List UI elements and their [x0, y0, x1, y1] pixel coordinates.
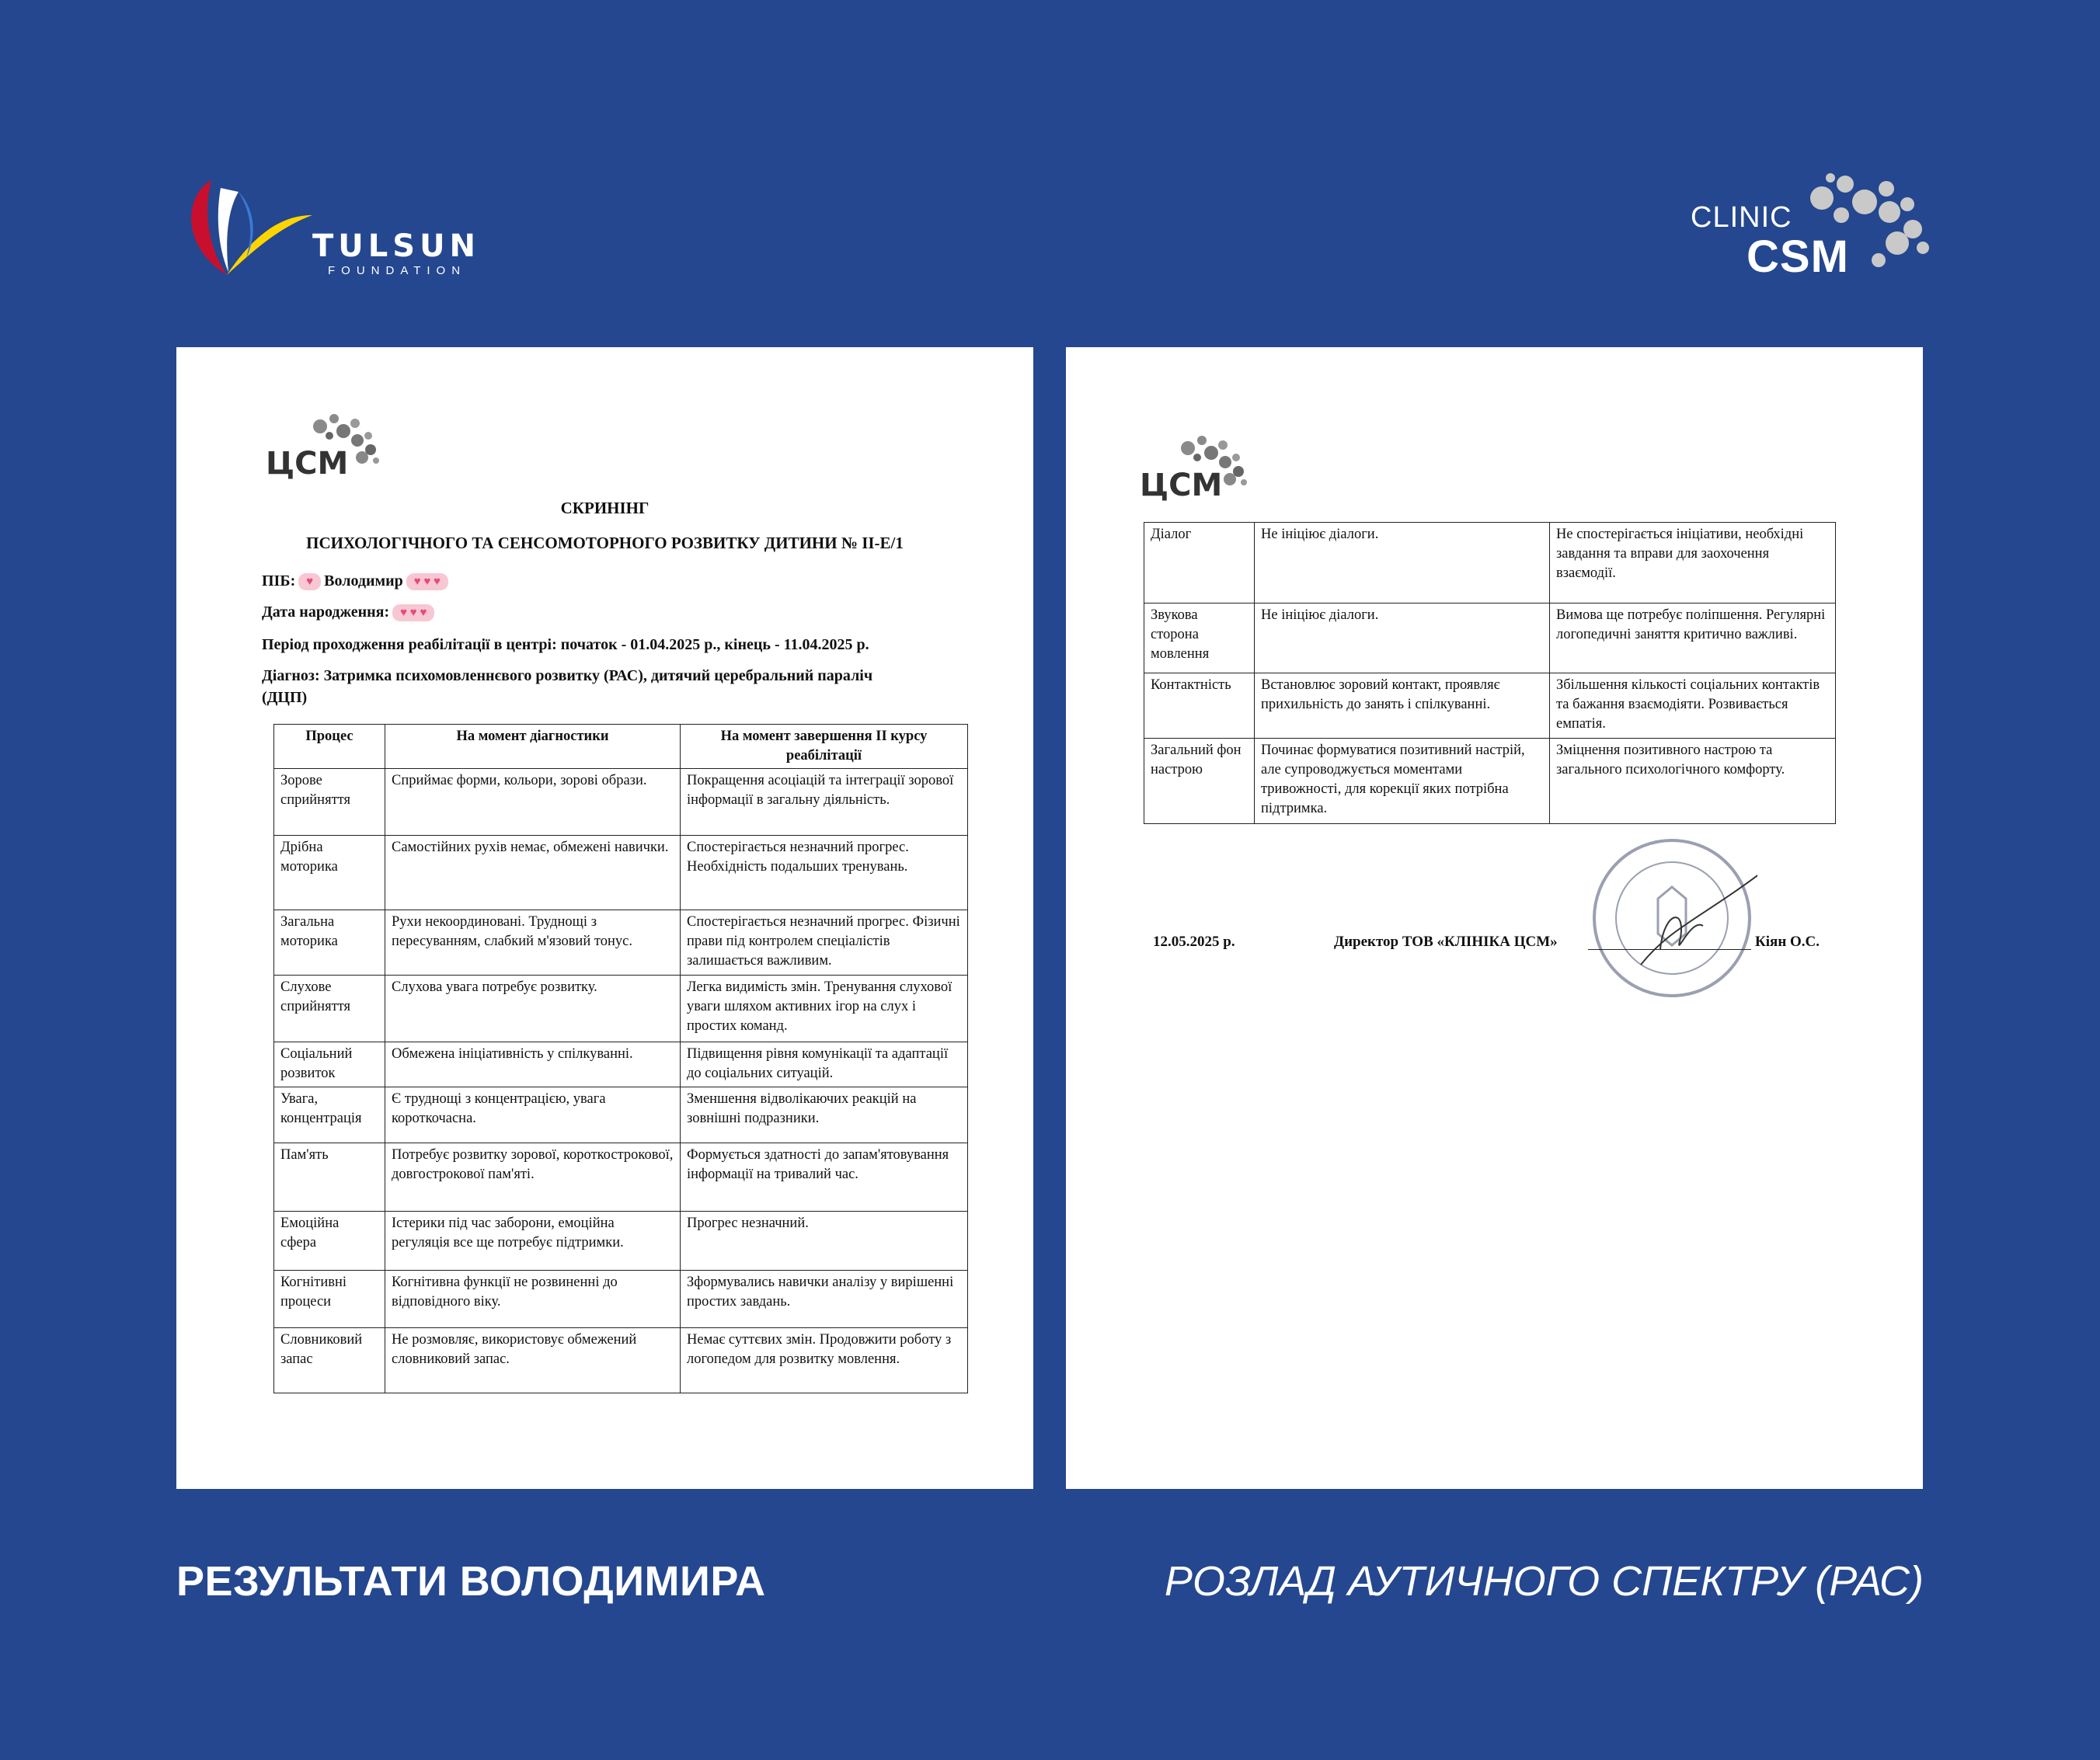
- table-row: [1144, 739, 1836, 824]
- screening-document-page-2: [1066, 347, 1923, 1489]
- table-cell: Формується здатності до запам'ятовування інформації на тривалий час.: [681, 1143, 968, 1212]
- table-cell: Емоційна сфера: [274, 1212, 385, 1271]
- diagnosis-text-1: Діагноз: Затримка психомовленнєвого розвитку (РАС), дитячий церебральний параліч: [262, 667, 873, 684]
- table-cell: Загальний фон настрою: [1144, 739, 1255, 824]
- table-cell: Є труднощі з концентрацією, увага короткочасна.: [385, 1087, 681, 1143]
- table-cell: Самостійних рухів немає, обмежені навички.: [385, 836, 681, 910]
- period-text: Період проходження реабілітації в центрі: початок - 01.04.2025 р., кінець - 11.04.2025 р.: [262, 636, 869, 653]
- birth-label: Дата народження:: [262, 603, 390, 621]
- csm-wordmark: CSM: [1747, 231, 1849, 282]
- table-row: [274, 836, 968, 910]
- table-cell: Рухи некоординовані. Труднощі з пересуванням, слабкий м'язовий тонус.: [385, 910, 681, 976]
- clinic-wordmark: CLINIC: [1691, 201, 1792, 234]
- table-cell: Діалог: [1144, 523, 1255, 603]
- screening-document-page-1: [176, 347, 1033, 1489]
- table-cell: Немає суттєвих змін. Продовжити роботу з логопедом для розвитку мовлення.: [681, 1328, 968, 1393]
- table-cell: Увага, концентрація: [274, 1087, 385, 1143]
- table-cell: Соціальний розвиток: [274, 1042, 385, 1087]
- table-cell: Сприймає форми, кольори, зорові образи.: [385, 769, 681, 836]
- table-row: [274, 910, 968, 976]
- table-row: [274, 1087, 968, 1143]
- table-cell: Зменшення відволікаючих реакцій на зовнішні подразники.: [681, 1087, 968, 1143]
- table-cell: Звукова сторона мовлення: [1144, 603, 1255, 673]
- table-cell: Словниковий запас: [274, 1328, 385, 1393]
- table-cell: Когнітивні процеси: [274, 1271, 385, 1328]
- diagnosis-line-1: [262, 667, 872, 685]
- table-cell: Когнітивна функції не розвиненні до відповідного віку.: [385, 1271, 681, 1328]
- table-row: [274, 976, 968, 1042]
- header-cell: На момент завершення ІІ курсу реабілітації: [681, 725, 968, 769]
- table-cell: Слухове сприйняття: [274, 976, 385, 1042]
- table-cell: Не розмовляє, використовує обмежений словниковий запас.: [385, 1328, 681, 1393]
- table-row: [274, 1271, 968, 1328]
- doc-logo: [266, 409, 382, 482]
- birth-line: [262, 603, 437, 621]
- period-line: [262, 636, 869, 654]
- table-cell: Слухова увага потребує розвитку.: [385, 976, 681, 1042]
- tulsun-emblem-icon: [180, 172, 312, 281]
- doc-logo-text: ЦСМ: [266, 446, 349, 482]
- header-cell: Процес: [274, 725, 385, 769]
- screening-table-continued: [1144, 522, 1836, 824]
- doc-logo-text: ЦСМ: [1140, 468, 1223, 503]
- table-cell: Пам'ять: [274, 1143, 385, 1212]
- caption-results: РЕЗУЛЬТАТИ ВОЛОДИМИРА: [176, 1558, 766, 1605]
- table-cell: Не ініціює діалоги.: [1255, 523, 1550, 603]
- doc-logo: [1140, 431, 1256, 501]
- pib-name: Володимир: [324, 572, 403, 590]
- table-cell: Не ініціює діалоги.: [1255, 603, 1550, 673]
- signer-name: Кіян О.С.: [1755, 934, 1820, 950]
- table-cell: Прогрес незначний.: [681, 1212, 968, 1271]
- table-row: [1144, 673, 1836, 739]
- redacted-heart-icon: ♥: [298, 573, 321, 590]
- table-cell: Контактність: [1144, 673, 1255, 739]
- table-cell: Загальна моторика: [274, 910, 385, 976]
- table-row: [1144, 523, 1836, 603]
- table-cell: Зформувались навички аналізу у вирішенні простих завдань.: [681, 1271, 968, 1328]
- official-stamp-icon: [1586, 833, 1757, 1003]
- table-row: [274, 1212, 968, 1271]
- pib-label: ПІБ:: [262, 572, 296, 590]
- pib-line: [262, 572, 451, 590]
- redacted-heart-icon: ♥ ♥ ♥: [392, 604, 434, 621]
- caption-diagnosis: РОЗЛАД АУТИЧНОГО СПЕКТРУ (РАС): [1164, 1558, 1924, 1605]
- table-cell: Не спостерігається ініціативи, необхідні завдання та вправи для заохочення взаємодії.: [1550, 523, 1836, 603]
- tulsun-logo: [180, 172, 507, 281]
- doc-subtitle: ПСИХОЛОГІЧНОГО ТА СЕНСОМОТОРНОГО РОЗВИТКУ ДИТИНИ № ІІ-Е/1: [306, 534, 904, 552]
- table-cell: Легка видимість змін. Тренування слухової уваги шляхом активних ігор на слух і простих команд.: [681, 976, 968, 1042]
- table-row: [274, 1328, 968, 1393]
- table-row: [274, 1042, 968, 1087]
- clinic-csm-logo: [1686, 167, 1935, 283]
- table-cell: Обмежена ініціативність у спілкуванні.: [385, 1042, 681, 1087]
- tulsun-subtitle: FOUNDATION: [328, 264, 467, 277]
- table-cell: Починає формуватися позитивний настрій, але супроводжується моментами тривожності, для корекції яких потрібна підтримка.: [1255, 739, 1550, 824]
- table-cell: Дрібна моторика: [274, 836, 385, 910]
- director-title: Директор ТОВ «КЛІНІКА ЦСМ»: [1334, 934, 1558, 950]
- table-cell: Встановлює зоровий контакт, проявляє прихильність до занять і спілкуванні.: [1255, 673, 1550, 739]
- table-cell: Вимова ще потребує поліпшення. Регулярні логопедичні заняття критично важливі.: [1550, 603, 1836, 673]
- table-cell: Зорове сприйняття: [274, 769, 385, 836]
- table-cell: Зміцнення позитивного настрою та загального психологічного комфорту.: [1550, 739, 1836, 824]
- table-row: [1144, 603, 1836, 673]
- table-cell: Підвищення рівня комунікації та адаптації до соціальних ситуацій.: [681, 1042, 968, 1087]
- table-cell: Спостерігається незначний прогрес. Фізичні прави під контролем спеціалістів залишається важливим.: [681, 910, 968, 976]
- signature-date: 12.05.2025 р.: [1153, 934, 1235, 950]
- diagnosis-line-2: [262, 689, 307, 707]
- table-cell: Істерики під час заборони, емоційна регуляція все ще потребує підтримки.: [385, 1212, 681, 1271]
- table-cell: Покращення асоціацій та інтеграції зорової інформації в загальну діяльність.: [681, 769, 968, 836]
- table-row: [274, 769, 968, 836]
- table-cell: Збільшення кількості соціальних контактів та бажання взаємодіяти. Розвивається емпатія.: [1550, 673, 1836, 739]
- redacted-heart-icon: ♥ ♥ ♥: [406, 573, 448, 590]
- tulsun-wordmark: TULSUN: [312, 228, 481, 264]
- table-header-row: [274, 725, 968, 769]
- screening-table: [273, 724, 968, 1393]
- table-cell: Потребує розвитку зорової, короткострокової, довгострокової пам'яті.: [385, 1143, 681, 1212]
- table-cell: Спостерігається незначний прогрес. Необхідність подальших тренувань.: [681, 836, 968, 910]
- diagnosis-text-2: (ДЦП): [262, 689, 308, 706]
- signature-line: [1588, 949, 1751, 950]
- header-cell: На момент діагностики: [385, 725, 681, 769]
- doc-title: СКРИНІНГ: [560, 499, 650, 517]
- table-row: [274, 1143, 968, 1212]
